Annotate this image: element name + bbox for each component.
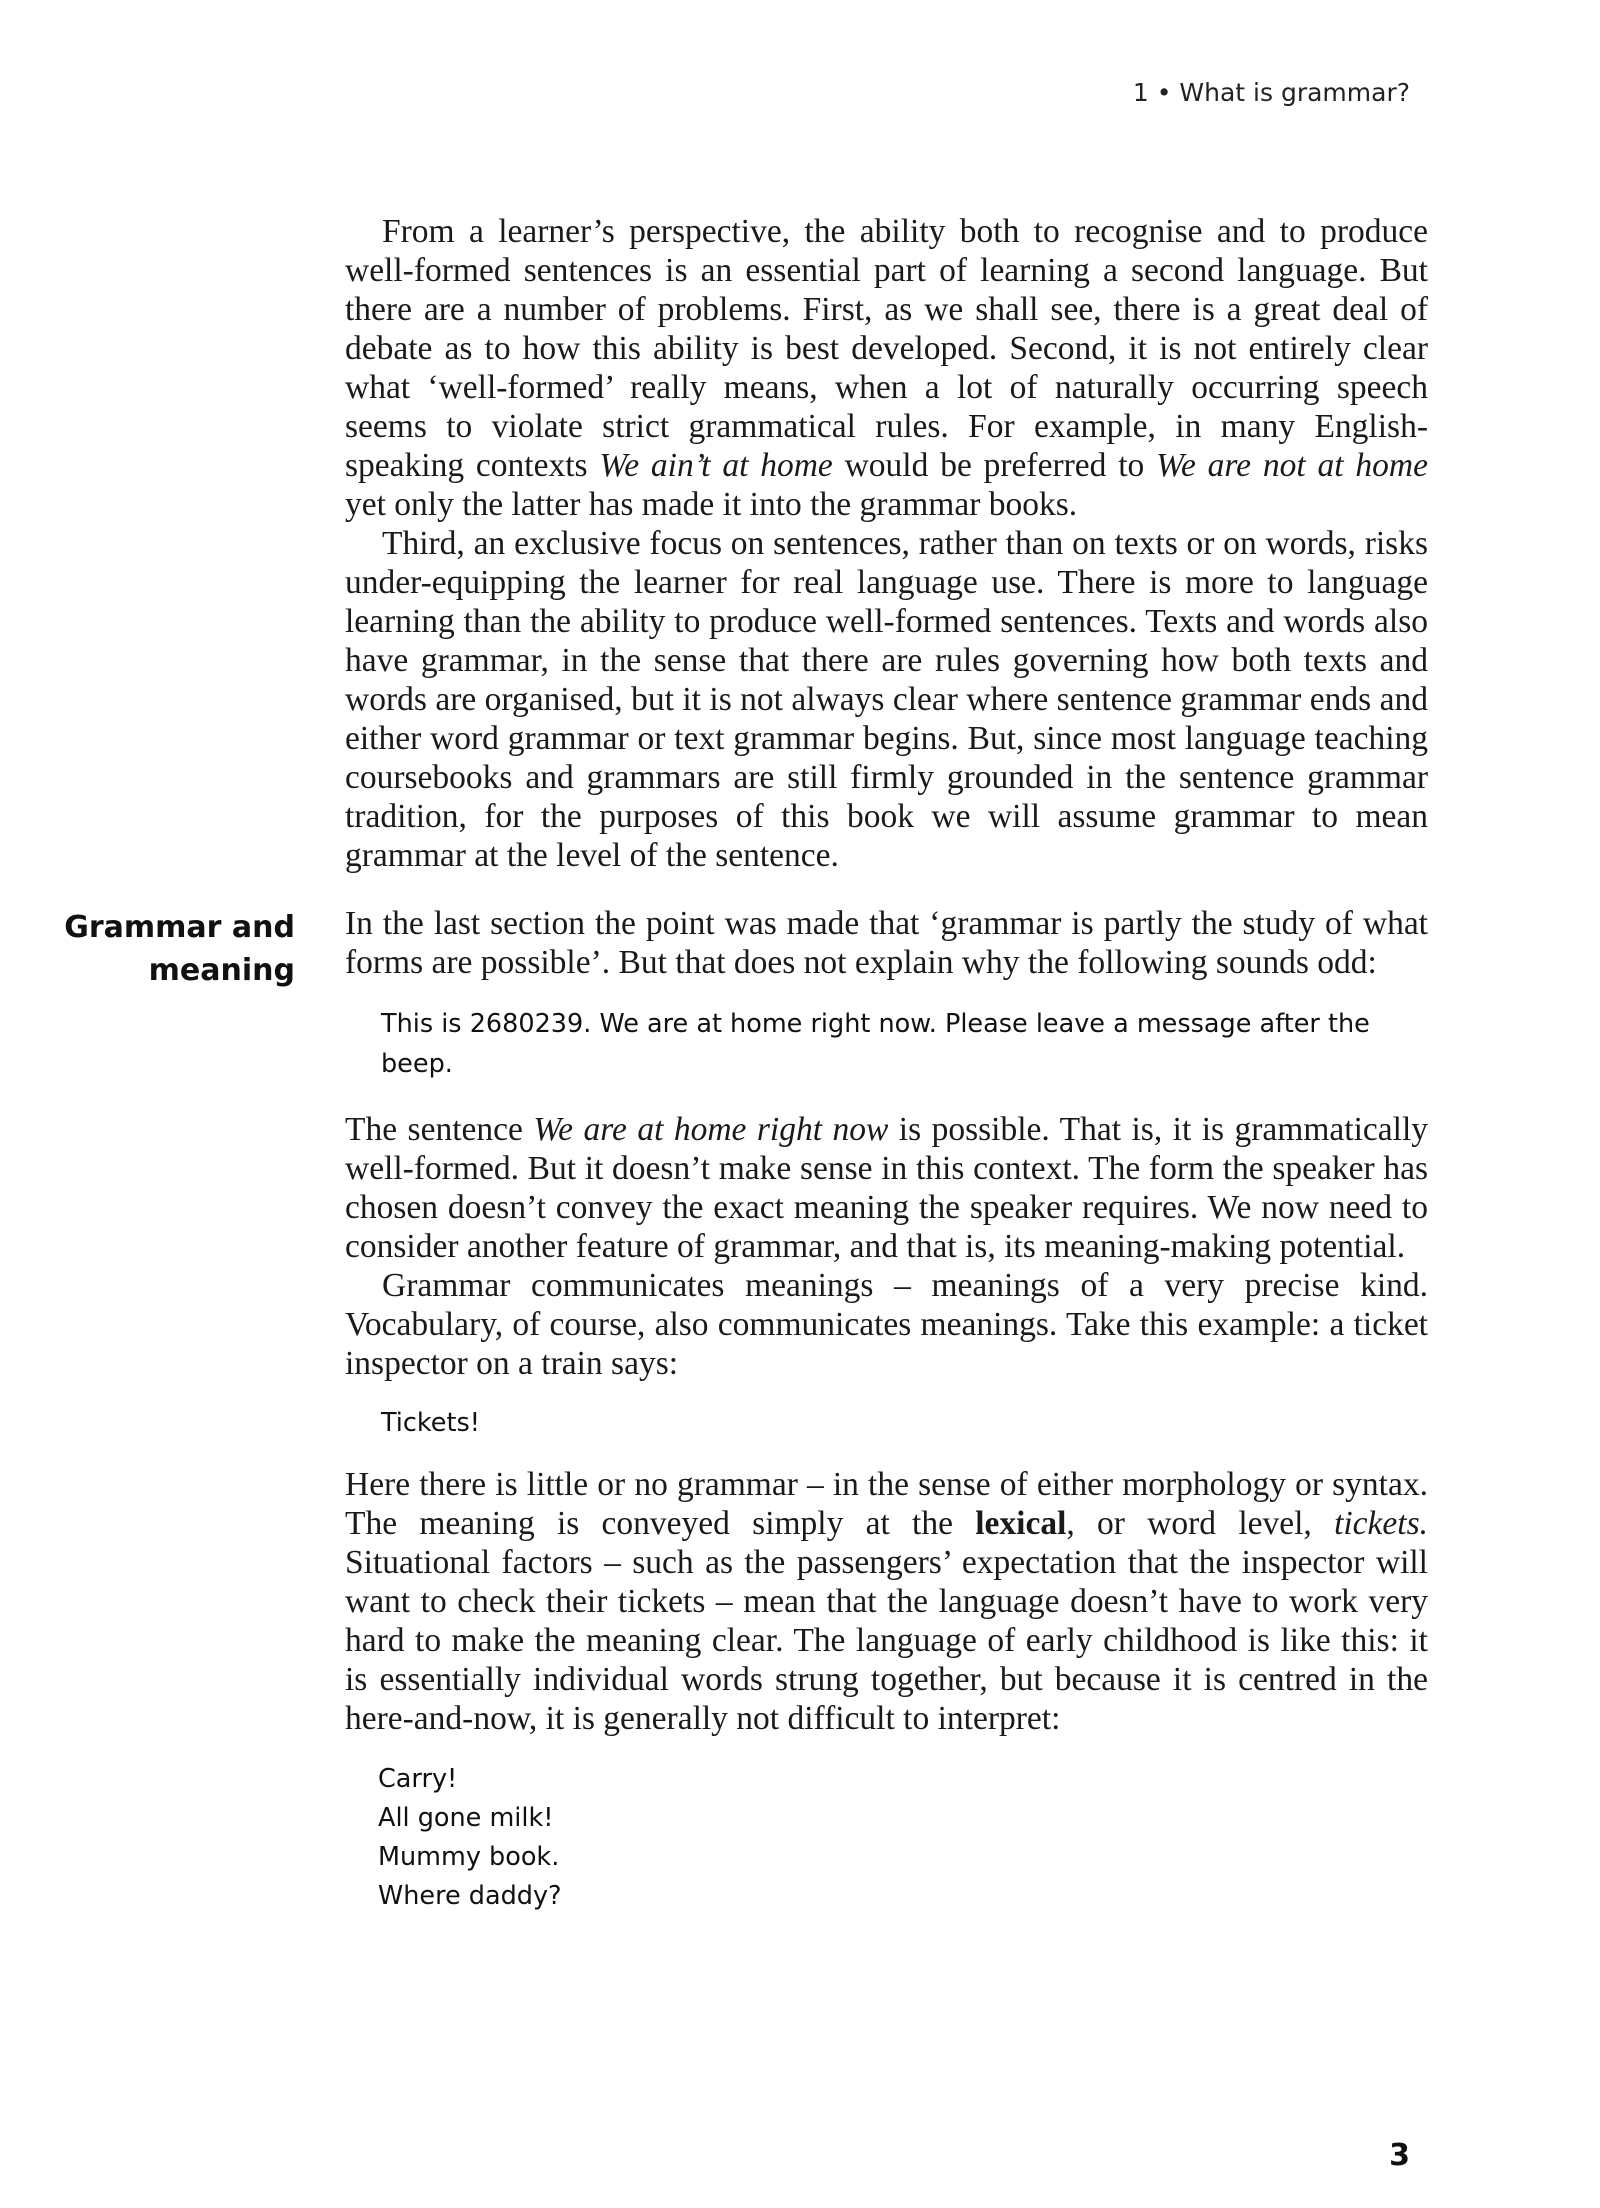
example-tickets: Tickets! bbox=[381, 1408, 480, 1438]
paragraph-6-text-b: , or word level, bbox=[1066, 1505, 1335, 1542]
example-answerphone: This is 2680239. We are at home right now. Please leave a message after the beep. bbox=[381, 1009, 1370, 1079]
paragraph-4-text-b: is possible. That is, it is grammatically well-formed. But it doesn’t make sense in this context. The form the speaker has chosen doesn’t convey the exact meaning the speaker requires. We now need to consider another feature of grammar, and that is, its meaning-making potential. bbox=[345, 1111, 1429, 1265]
main-text bbox=[345, 212, 1428, 1916]
paragraph-1-text-a: From a learner’s perspective, the ability both to recognise and to produce well-formed sentences is an essential part of learning a second language. But there are a number of problems. First, as we shall see, there is a great deal of debate as to how this ability is best developed. Second, it is not entirely clear what ‘well-formed’ really means, when a lot of naturally occurring speech seems to violate strict grammatical rules. For example, in many English-speaking contexts bbox=[345, 213, 1428, 484]
paragraph-6 bbox=[345, 1465, 1428, 1738]
section-heading bbox=[40, 906, 295, 992]
page-number: 3 bbox=[1389, 2138, 1410, 2173]
paragraph-6-italic: tickets. bbox=[1334, 1505, 1429, 1542]
section-heading-line-1: Grammar and bbox=[64, 910, 295, 945]
paragraph-2: Third, an exclusive focus on sentences, rather than on texts or on words, risks under-equipping the learner for real language use. There is more to language learning than the ability to produce well-formed sentences. Texts and words also have grammar, in the sense that there are rules governing how both texts and words are organised, but it is not always clear where sentence grammar ends and either word grammar or text grammar begins. But, since most language teaching coursebooks and grammars are still firmly grounded in the sentence grammar tradition, for the purposes of this book we will assume grammar to mean grammar at the level of the sentence. bbox=[345, 525, 1428, 874]
paragraph-1-italic-b: We are not at home bbox=[1156, 447, 1428, 484]
paragraph-4-italic: We are at home right now bbox=[533, 1111, 889, 1148]
child-example: Where daddy? bbox=[378, 1881, 562, 1911]
running-head: 1 • What is grammar? bbox=[1132, 78, 1410, 107]
child-example: Carry! bbox=[378, 1764, 458, 1794]
child-example: All gone milk! bbox=[378, 1803, 554, 1833]
section-heading-line-2: meaning bbox=[148, 953, 295, 988]
paragraph-1 bbox=[345, 212, 1428, 524]
paragraph-4-text-a: The sentence bbox=[345, 1111, 534, 1148]
paragraph-4 bbox=[345, 1110, 1428, 1266]
paragraph-1-text-c: yet only the latter has made it into the grammar books. bbox=[345, 486, 1078, 523]
paragraph-1-italic-a: We ain’t at home bbox=[599, 447, 833, 484]
paragraph-6-text-c: Situational factors – such as the passengers’ expectation that the inspector will want to check their tickets – mean that the language doesn’t have to work very hard to make the meaning clear. The language of early childhood is like this: it is essentially individual words strung together, but because it is centred in the here-and-now, it is generally not difficult to interpret: bbox=[345, 1544, 1428, 1737]
paragraph-3: In the last section the point was made that ‘grammar is partly the study of what forms are possible’. But that does not explain why the following sounds odd: bbox=[345, 905, 1428, 981]
paragraph-6-bold: lexical bbox=[975, 1505, 1067, 1542]
child-language-examples bbox=[378, 1760, 1428, 1916]
paragraph-6-text-a: Here there is little or no grammar – in the sense of either morphology or syntax. The meaning is conveyed simply at the bbox=[345, 1466, 1428, 1542]
child-example: Mummy book. bbox=[378, 1842, 560, 1872]
paragraph-5: Grammar communicates meanings – meanings of a very precise kind. Vocabulary, of course, also communicates meanings. Take this example: a ticket inspector on a train says: bbox=[345, 1267, 1428, 1382]
paragraph-1-text-b: would be preferred to bbox=[832, 447, 1157, 484]
